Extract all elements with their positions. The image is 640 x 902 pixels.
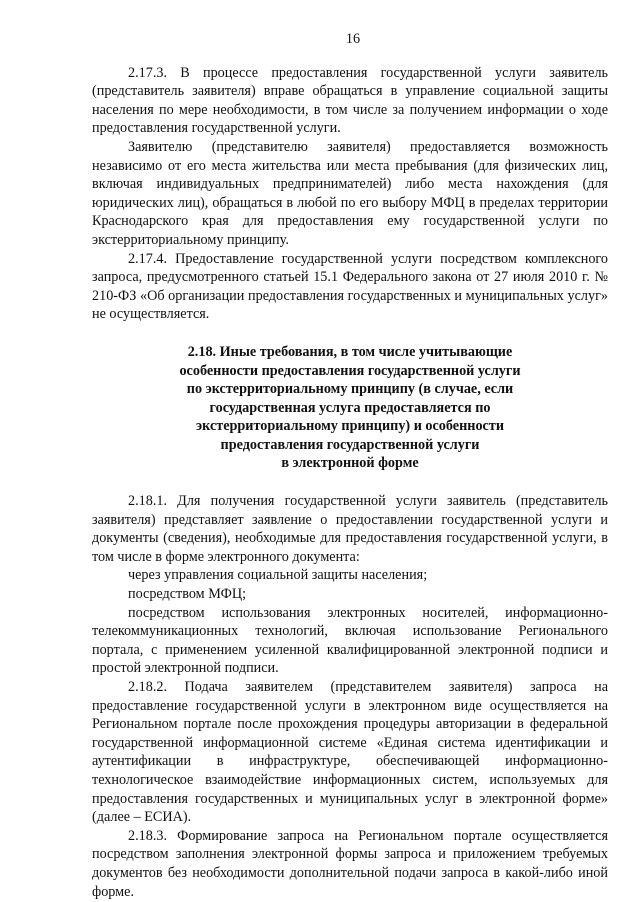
paragraph-mfc-extraterritorial: Заявителю (представителю заявителя) предоставляется возможность независимо от его места жительства или места пребывания (для физических лиц, включая индивидуальных предпринимателей) либо места нахождения (для юридических лиц), обращаться в любой по его выбору МФЦ в пределах территории Краснодарского края для предоставления ему государственной услуги по экстерриториальному принципу.	[92, 138, 608, 248]
heading-line: предоставления государственной услуги	[220, 436, 480, 453]
heading-line: в электронной форме	[281, 455, 419, 472]
paragraph-2-18-2: 2.18.2. Подача заявителем (представителем заявителя) запроса на предоставление государственной услуги в электронном виде осуществляется на Региональном портале после прохождения процедуры авторизации в федеральной государственной информационной системе «Единая система идентификации и аутентификации в инфраструктуре, обеспечивающей информационно-технологическое взаимодействие информационных систем, используемых для предоставления государственных и муниципальных услуг в электронной форме» (далее – ЕСИА).	[92, 679, 608, 826]
page-number: 16	[345, 31, 361, 47]
paragraph-2-17-3: 2.17.3. В процессе предоставления государственной услуги заявитель (представитель заявителя) вправе обращаться в управление социальной защиты населения по мере необходимости, в том числе за получением информации о ходе предоставления государственной услуги.	[92, 64, 608, 137]
list-item-electronic: посредством использования электронных носителей, информационно-телекоммуникационных технологий, включая использование Регионального портала, с применением усиленной квалифицированной электронной подписи и простой электронной подписи.	[92, 604, 608, 677]
heading-line: 2.18. Иные требования, в том числе учитывающие	[187, 343, 513, 360]
section-heading-2-18	[92, 343, 608, 473]
paragraph-2-18-3: 2.18.3. Формирование запроса на Региональном портале осуществляется посредством заполнения электронной формы запроса и приложением требуемых документов без необходимости дополнительной подачи запроса в какой-либо иной форме.	[92, 827, 608, 900]
heading-line: государственная услуга предоставляется по	[209, 399, 491, 416]
heading-line: по экстерриториальному принципу (в случае, если	[186, 381, 514, 398]
list-item-mfc: посредством МФЦ;	[128, 586, 247, 603]
paragraph-2-17-4: 2.17.4. Предоставление государственной услуги посредством комплексного запроса, предусмотренного статьей 15.1 Федерального закона от 27 июля 2010 г. № 210-ФЗ «Об организации предоставления государственных и муниципальных услуг» не осуществляется.	[92, 250, 608, 323]
list-item-social-protection: через управления социальной защиты населения;	[128, 567, 428, 584]
heading-line: особенности предоставления государственной услуги	[179, 362, 521, 379]
heading-line: экстерриториальному принципу) и особенности	[196, 418, 504, 435]
paragraph-2-18-1: 2.18.1. Для получения государственной услуги заявитель (представитель заявителя) представляет заявление о предоставлении государственной услуги и документы (сведения), необходимые для предоставления государственной услуги, в том числе в форме электронного документа:	[92, 493, 608, 565]
